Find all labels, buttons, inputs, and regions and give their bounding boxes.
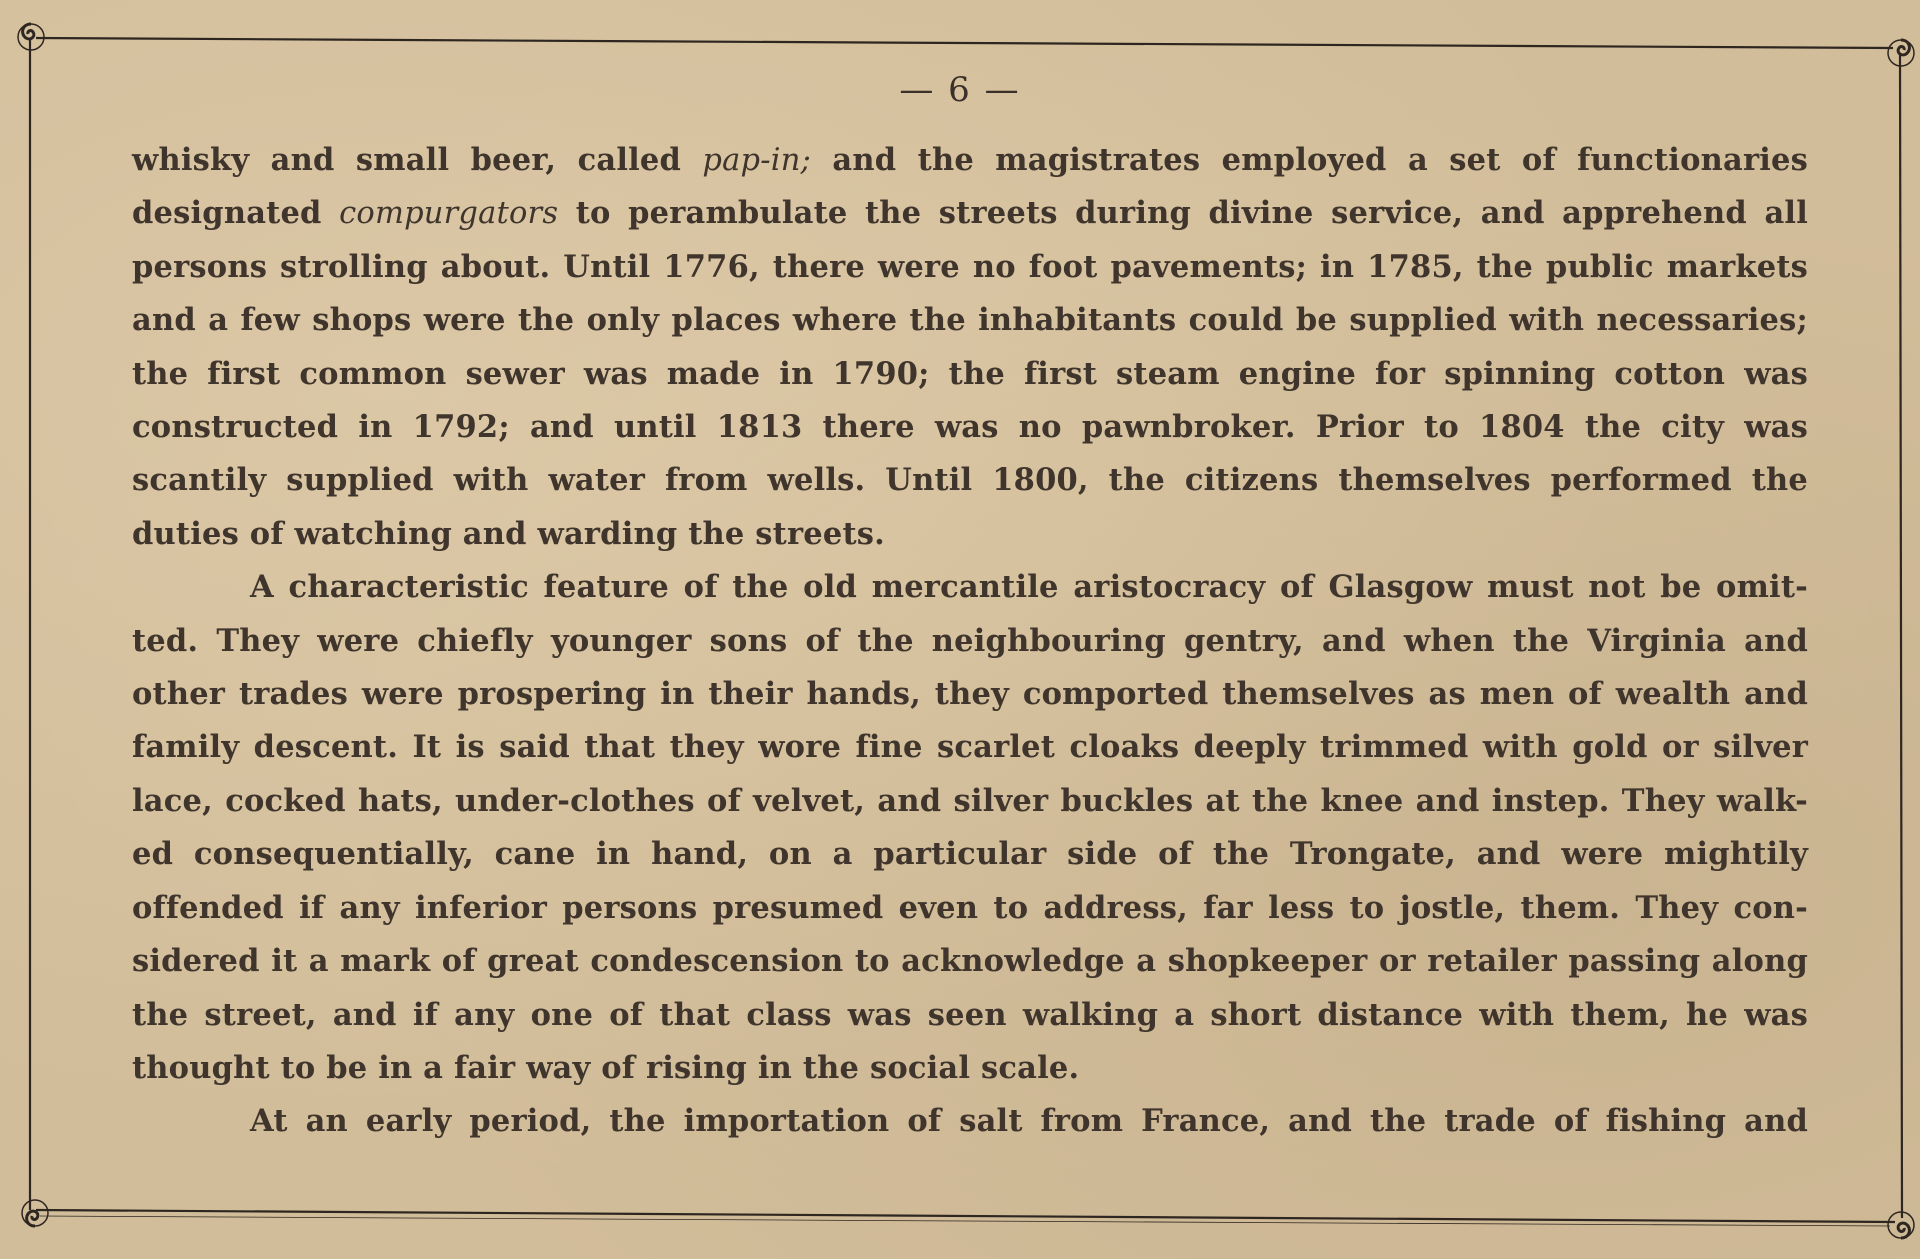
text-line: other trades were prospering in their hands, they comported themselves as men of wealth and: [132, 676, 1808, 713]
bottom-right-scroll-ornament-icon: [1884, 1208, 1918, 1242]
top-left-scroll-ornament-icon: [14, 20, 48, 54]
text-line: ed consequentially, cane in hand, on a particular side of the Trongate, and were mightily: [132, 836, 1808, 873]
text-line: the street, and if any one of that class was seen walking a short distance with them, he was: [132, 996, 1808, 1033]
text-line: offended if any inferior persons presumed even to address, far less to jostle, them. They con-: [132, 889, 1808, 926]
text-line: duties of watching and warding the streets.: [132, 515, 885, 552]
paragraph-3: [132, 1095, 1808, 1148]
text-line: lace, cocked hats, under-clothes of velvet, and silver buckles at the knee and instep. They walk-: [132, 782, 1808, 819]
text-line: family descent. It is said that they wore fine scarlet cloaks deeply trimmed with gold or silver: [132, 729, 1808, 766]
text-line: thought to be in a fair way of rising in the social scale.: [132, 1049, 1080, 1086]
text-line: constructed in 1792; and until 1813 there was no pawnbroker. Prior to 1804 the city was: [132, 409, 1808, 446]
page-number: — 6 —: [899, 70, 1021, 110]
italic-term: compurgators: [339, 196, 559, 232]
body-text: [132, 134, 1808, 1149]
text-line: ted. They were chiefly younger sons of the neighbouring gentry, and when the Virginia and: [132, 622, 1808, 659]
paragraph-2: [132, 561, 1808, 1095]
text-line: [132, 187, 1808, 240]
bottom-left-scroll-ornament-icon: [18, 1196, 52, 1230]
text-line: A characteristic feature of the old mercantile aristocracy of Glasgow must not be omit-: [250, 569, 1808, 606]
text-line: [132, 134, 1808, 187]
text-line: scantily supplied with water from wells. Until 1800, the citizens themselves performed the: [132, 462, 1808, 499]
paragraph-1: [132, 134, 1808, 561]
text-span: and the magistrates employed a set of functionaries: [811, 142, 1808, 178]
text-line: the first common sewer was made in 1790; the first steam engine for spinning cotton was: [132, 355, 1808, 392]
text-line: and a few shops were the only places where the inhabitants could be supplied with necessaries;: [132, 302, 1808, 339]
text-span: whisky and small beer, called: [132, 142, 703, 178]
text-line: persons strolling about. Until 1776, there were no foot pavements; in 1785, the public markets: [132, 248, 1808, 285]
text-line: sidered it a mark of great condescension to acknowledge a shopkeeper or retailer passing along: [132, 943, 1808, 980]
text-span: designated: [132, 195, 340, 232]
top-right-scroll-ornament-icon: [1884, 36, 1918, 70]
italic-term: pap-in;: [702, 143, 812, 178]
text-line: At an early period, the importation of salt from France, and the trade of fishing and: [250, 1103, 1808, 1140]
text-span: to perambulate the streets during divine service, and apprehend all: [558, 195, 1808, 232]
